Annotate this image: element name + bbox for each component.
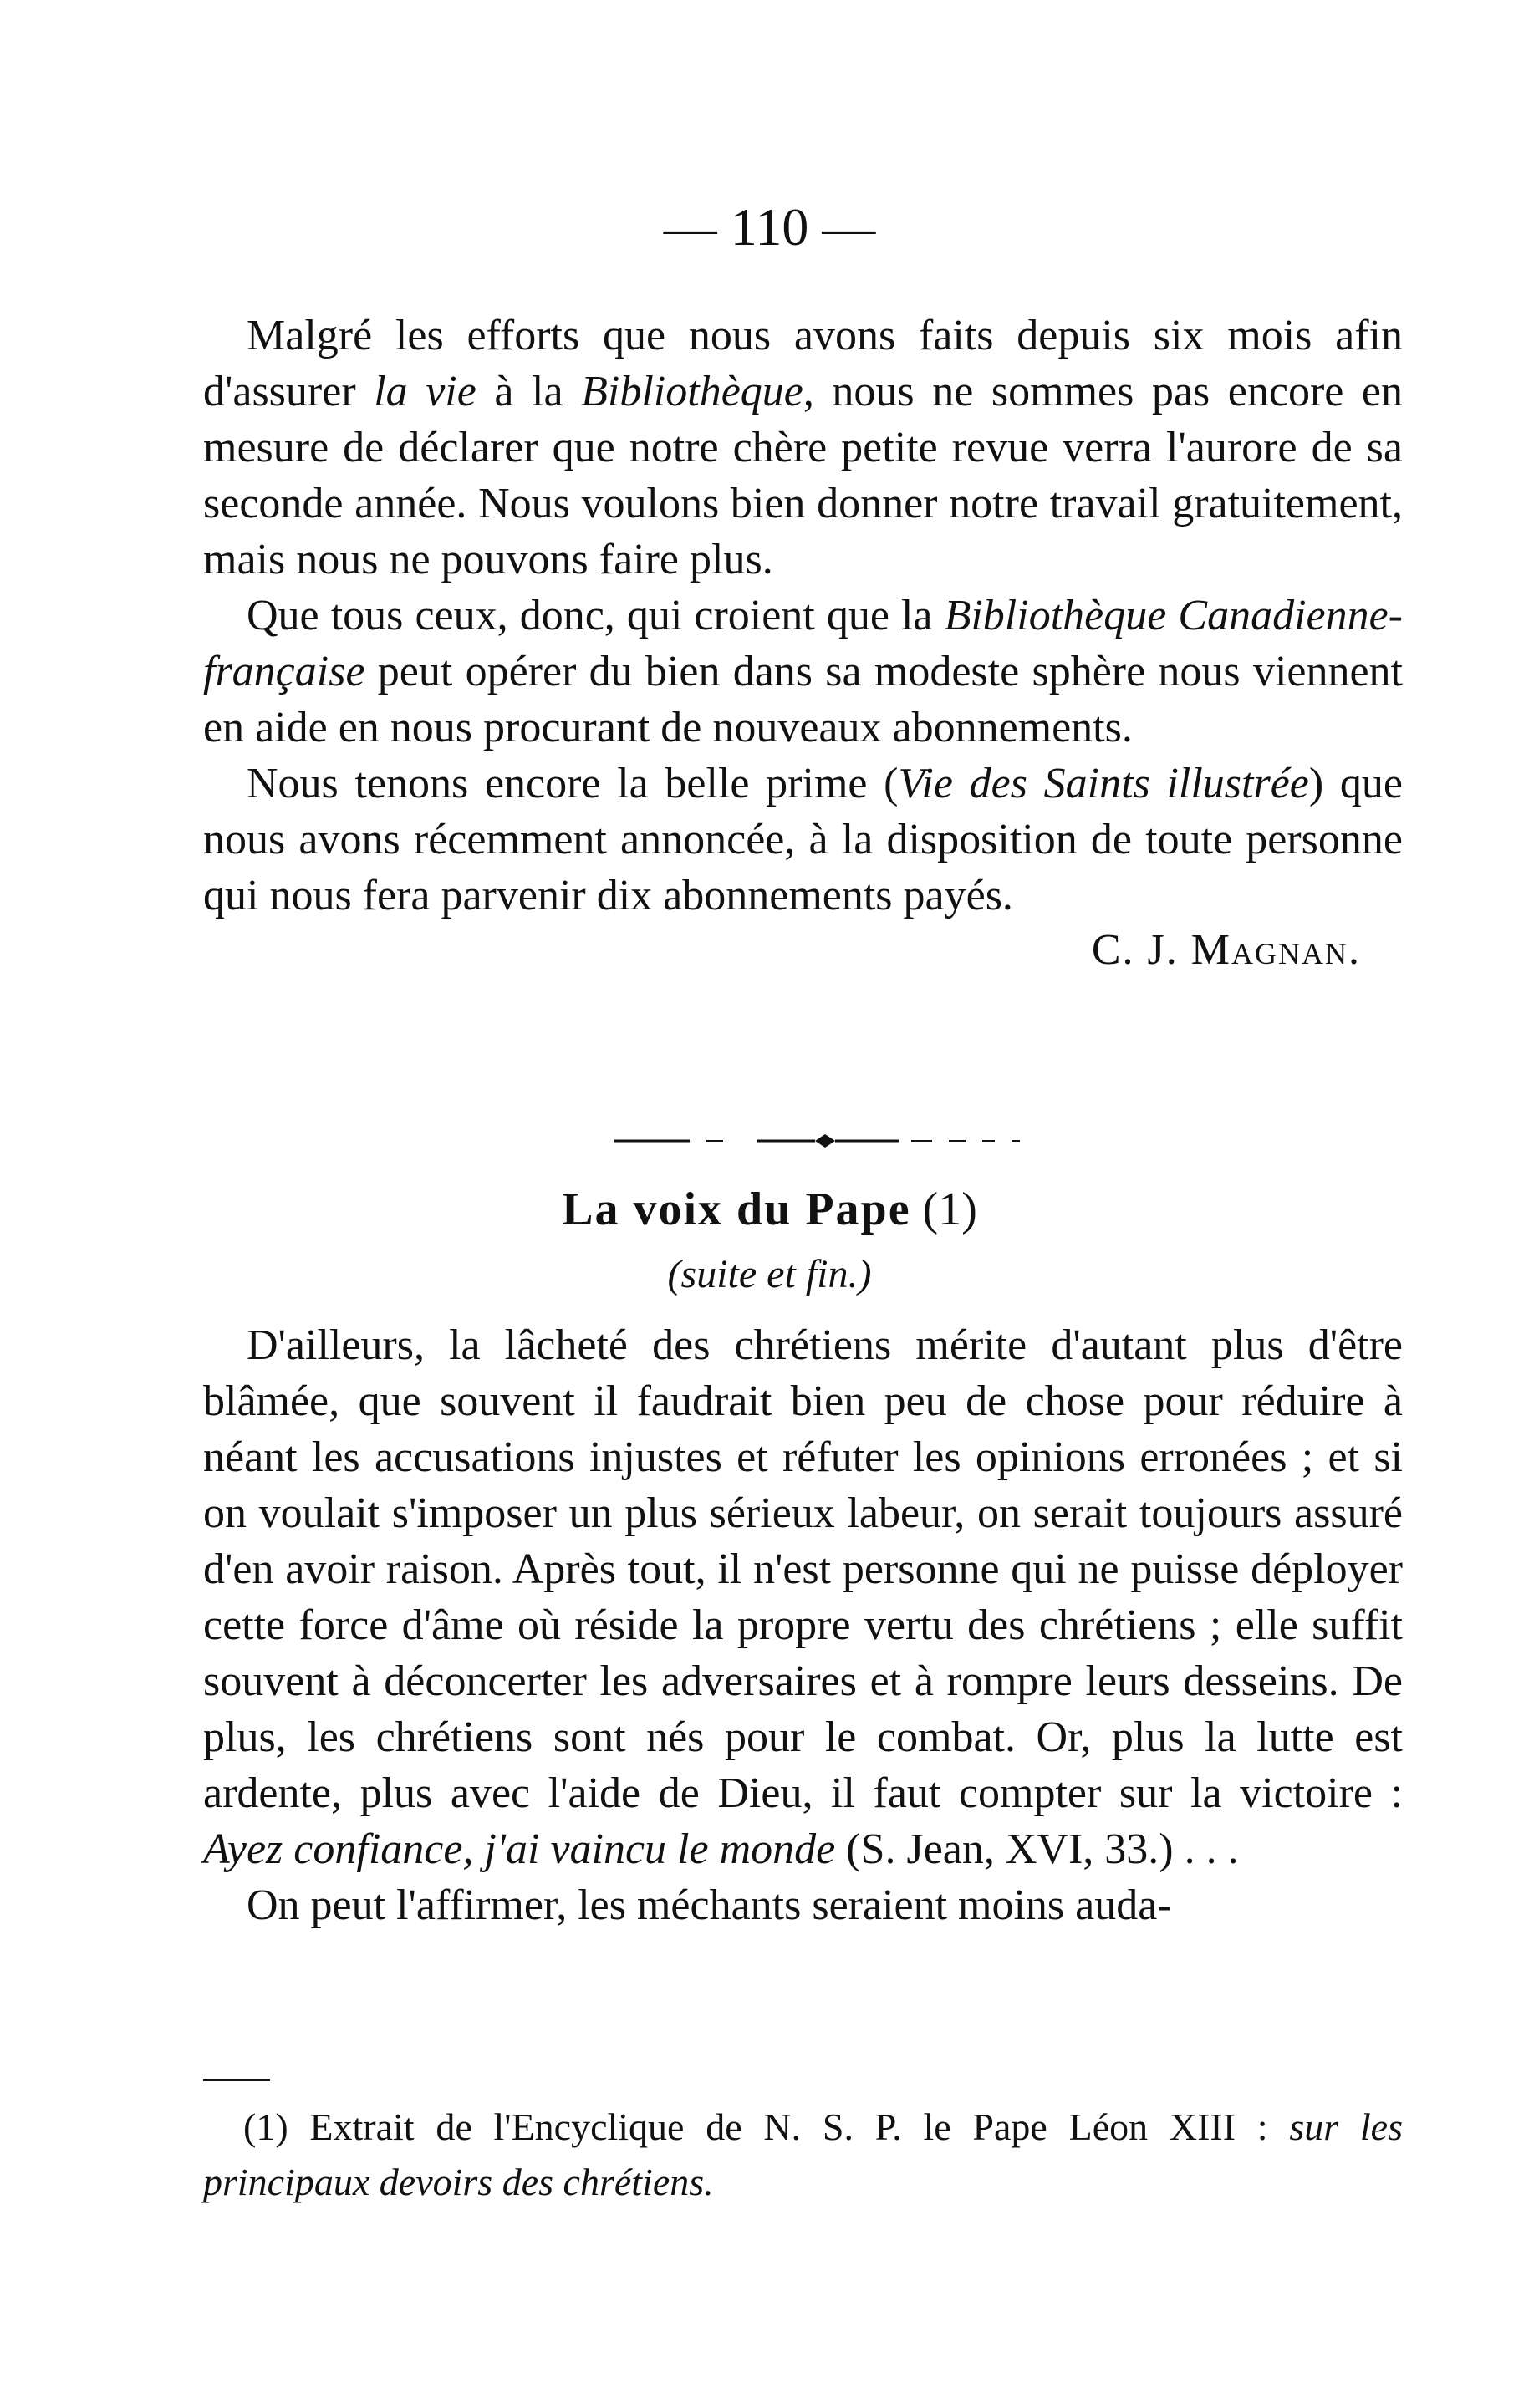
footnote-rule [203,2079,270,2081]
text-run: Que tous ceux, donc, qui croient que la [247,592,945,639]
text-run: (S. Jean, XVI, 33.) . . . [835,1825,1239,1873]
text-run: (1) Extrait de l'Encyclique de N. S. P. le Pape Léon XIII : [243,2105,1290,2148]
article-paragraph-2: On peut l'affirmer, les méchants seraient moins auda- [247,1881,1172,1929]
text-run: à la [476,368,582,415]
text-run: ) que nous avons récemment annoncée, à la disposition de toute personne qui nous fera parvenir dix abonnements payés. [203,760,1403,919]
text-run: , nous ne sommes pas encore en mesure de déclarer que notre chère petite revue verra l'aurore de sa seconde année. Nous voulons bien donner notre travail gratuitement, mais nous ne pouvons faire plus. [203,368,1403,583]
intro-paragraph-2 [203,588,1403,756]
article-subtitle: (suite et fin.) [667,1252,872,1296]
emphasis: Ayez confiance, j'ai vaincu le monde [203,1825,836,1873]
footnote-marker: (1) [910,1184,977,1235]
intro-paragraph-1 [203,308,1403,588]
footnote-text [203,2100,1403,2210]
ornament-divider [614,1128,1032,1153]
signature [203,922,1403,978]
article-paragraph-1 [203,1317,1403,1877]
article-body [203,1317,1403,1933]
article-title [0,1180,1539,1239]
emphasis: Vie des Saints illustrée [898,760,1309,807]
footnote [203,2100,1403,2210]
intro-paragraph-3 [203,756,1403,924]
article-title-text: La voix du Pape [562,1184,911,1235]
intro-section [203,308,1403,978]
text-run: Malgré les efforts que nous avons faits depuis six mois afin d'assurer [203,312,1403,415]
signature-name: C. J. Magnan. [1091,926,1361,974]
emphasis: la vie [374,368,476,415]
text-run: D'ailleurs, la lâcheté des chrétiens mérite d'autant plus d'être blâmée, que souvent il faudrait bien peu de chose pour réduire à néant les accusations injustes et réfuter les opinions erronées ; et si on voulait s'imposer un plus sérieux labeur, on serait toujours assuré d'en avoir raison. Après tout, il n'est personne qui ne puisse déployer cette force d'âme où réside la propre vertu des chrétiens ; elle suffit souvent à déconcerter les adversaires et à rompre leurs desseins. De plus, les chrétiens sont nés pour le combat. Or, plus la lutte est ardente, plus avec l'aide de Dieu, il faut compter sur la victoire : [203,1321,1403,1817]
emphasis: Bibliothèque Canadienne-française [203,592,1403,695]
emphasis: sur les principaux devoirs des chrétiens. [203,2105,1404,2203]
text-run: Nous tenons encore la belle prime ( [247,760,899,807]
page-number: — 110 — [663,197,876,257]
text-run: peut opérer du bien dans sa modeste sphère nous viennent en aide en nous procurant de nouveaux abonnements. [203,648,1403,751]
emphasis: Bibliothèque [581,368,803,415]
